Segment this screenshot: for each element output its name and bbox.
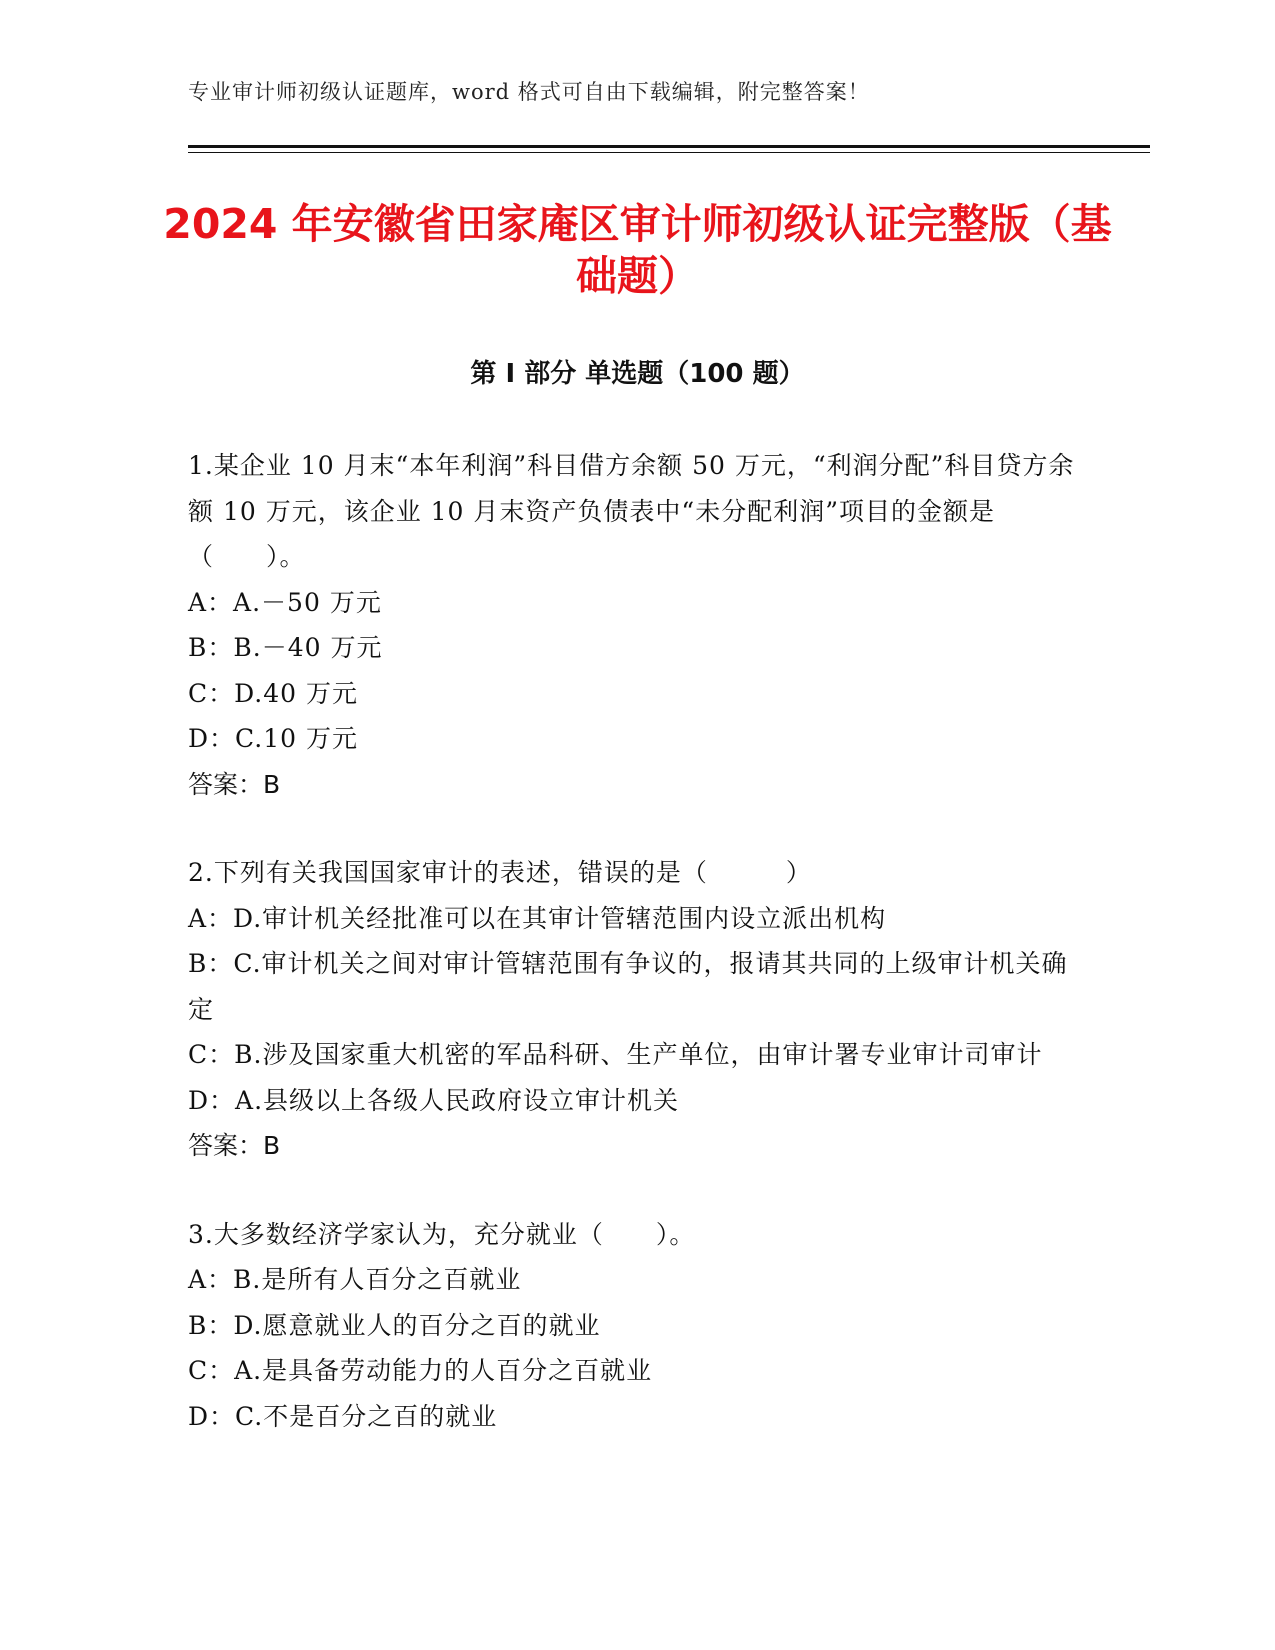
option-d: D：A.县级以上各级人民政府设立审计机关 — [188, 1085, 680, 1115]
header-rule-thick — [188, 145, 1150, 148]
question-3 — [188, 1212, 1078, 1440]
option-a: A：A.－50 万元 — [188, 587, 382, 617]
option-b: B：B.－40 万元 — [188, 633, 383, 662]
section-title: 第 I 部分 单选题（100 题） — [470, 359, 805, 389]
question-1 — [188, 443, 1078, 807]
option-a: A：B.是所有人百分之百就业 — [188, 1265, 522, 1294]
answer: 答案：B — [188, 769, 281, 799]
option-a: A：D.审计机关经批准可以在其审计管辖范围内设立派出机构 — [188, 903, 887, 933]
option-c: C：B.涉及国家重大机密的军品科研、生产单位，由审计署专业审计司审计 — [188, 1040, 1043, 1069]
question-stem: 1.某企业 10 月末“本年利润”科目借方余额 50 万元，“利润分配”科目贷方余额 10 万元，该企业 10 月末资产负债表中“未分配利润”项目的金额是（ ）。 — [188, 451, 1075, 571]
question-stem: 2.下列有关我国国家审计的表述，错误的是（ ） — [188, 858, 812, 887]
header-rule-thin — [188, 152, 1150, 153]
question-list — [188, 443, 1078, 1482]
question-stem: 3.大多数经济学家认为，充分就业（ ）。 — [188, 1219, 696, 1249]
option-d: D：C.10 万元 — [188, 724, 358, 753]
option-d: D：C.不是百分之百的就业 — [188, 1401, 498, 1431]
header-note: 专业审计师初级认证题库，word 格式可自由下载编辑，附完整答案！ — [188, 80, 870, 104]
option-b: B：D.愿意就业人的百分之百的就业 — [188, 1310, 601, 1340]
option-b: B：C.审计机关之间对审计管辖范围有争议的，报请其共同的上级审计机关确定 — [188, 949, 1068, 1024]
question-2 — [188, 850, 1078, 1169]
answer: 答案：B — [188, 1131, 281, 1160]
option-c: C：D.40 万元 — [188, 678, 358, 708]
option-c: C：A.是具备劳动能力的人百分之百就业 — [188, 1356, 653, 1385]
document-title: 2024 年安徽省田家庵区审计师初级认证完整版（基础题） — [163, 200, 1112, 300]
